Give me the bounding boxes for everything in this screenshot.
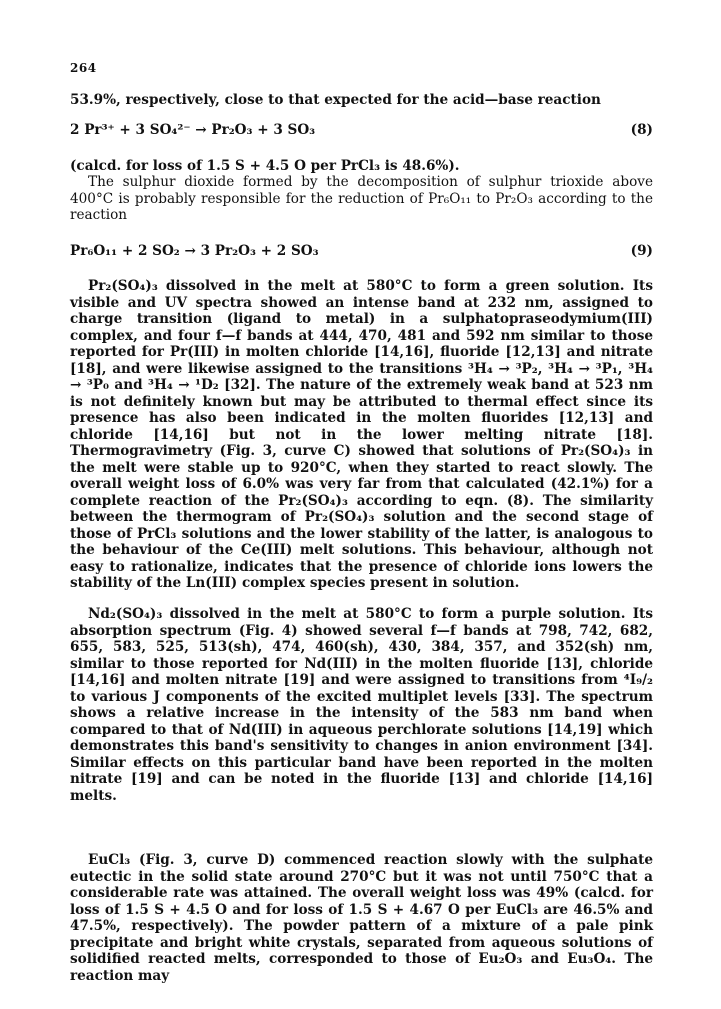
continuation-line: 53.9%, respectively, close to that expected for the acid—base reaction xyxy=(70,92,601,108)
page-number: 264 xyxy=(70,61,97,75)
equation-9-number: (9) xyxy=(630,243,653,259)
paragraph-pr2so4 xyxy=(70,278,653,592)
paragraph-sulphur-dioxide xyxy=(70,174,653,224)
paragraph-eucl3-text: EuCl₃ (Fig. 3, curve D) commenced reaction slowly with the sulphate eutectic in the solid state around 270°C but it was not until 750°C that a considerable rate was attained. The overall weight loss was 49% (calcd. for loss of 1.5 S + 4.5 O and for loss of 1.5 S + 4.67 O per EuCl₃ are 46.5% and 47.5%, respectively). The powder pattern of a mixture of a pale pink precipitate and bright white crystals, separated from aqueous solutions of solidified reacted melts, corresponded to those of Eu₂O₃ and Eu₃O₄. The reaction may xyxy=(70,852,653,984)
equation-9-expression: Pr₆O₁₁ + 2 SO₂ → 3 Pr₂O₃ + 2 SO₃ xyxy=(70,243,319,259)
equation-8-expression: 2 Pr³⁺ + 3 SO₄²⁻ → Pr₂O₃ + 3 SO₃ xyxy=(70,122,316,138)
paragraph-nd2so4 xyxy=(70,606,653,804)
paragraph-eucl3 xyxy=(70,852,653,984)
paragraph-sulphur-dioxide-text: The sulphur dioxide formed by the decomposition of sulphur trioxide above 400°C is probably responsible for the reduction of Pr₆O₁₁ to Pr₂O₃ according to the reaction xyxy=(70,174,653,223)
equation-8-number: (8) xyxy=(630,122,653,138)
paragraph-nd2so4-text: Nd₂(SO₄)₃ dissolved in the melt at 580°C to form a purple solution. Its absorption spectrum (Fig. 4) showed several f—f bands at 798, 742, 682, 655, 583, 525, 513(sh), 474, 460(sh), 430, 384, 357, and 352(sh) nm, similar to those reported for Nd(III) in the molten fluoride [13], chloride [14,16] and molten nitrate [19] and were assigned to transitions from ⁴I₉/₂ to various J components of the excited multiplet levels [33]. The spectrum shows a relative increase in the intensity of the 583 nm band when compared to that of Nd(III) in aqueous perchlorate solutions [14,19] which demonstrates this band's sensitivity to changes in anion environment [34]. Similar effects on this particular band have been reported in the molten nitrate [19] and can be noted in the fluoride [13] and chloride [14,16] melts. xyxy=(70,606,653,804)
paragraph-pr2so4-text: Pr₂(SO₄)₃ dissolved in the melt at 580°C to form a green solution. Its visible and UV spectra showed an intense band at 232 nm, assigned to charge transition (ligand to metal) in a sulphatopraseodymium(III) complex, and four f—f bands at 444, 470, 481 and 592 nm similar to those reported for Pr(III) in molten chloride [14,16], fluoride [12,13] and nitrate [18], and were likewise assigned to the transitions ³H₄ → ³P₂, ³H₄ → ³P₁, ³H₄ → ³P₀ and ³H₄ → ¹D₂ [32]. The nature of the extremely weak band at 523 nm is not definitely known but may be attributed to thermal effect since its presence has also been indicated in the molten fluorides [12,13] and chloride [14,16] but not in the lower melting nitrate [18]. Thermogravimetry (Fig. 3, curve C) showed that solutions of Pr₂(SO₄)₃ in the melt were stable up to 920°C, when they started to react slowly. The overall weight loss of 6.0% was very far from that calculated (42.1%) for a complete reaction of the Pr₂(SO₄)₃ according to eqn. (8). The similarity between the thermogram of Pr₂(SO₄)₃ solution and the second stage of those of PrCl₃ solutions and the lower stability of the latter, is analogous to the behaviour of the Ce(III) melt solutions. This behaviour, although not easy to rationalize, indicates that the presence of chloride ions lowers the stability of the Ln(III) complex species present in solution. xyxy=(70,278,653,591)
calc-note: (calcd. for loss of 1.5 S + 4.5 O per PrCl₃ is 48.6%). xyxy=(70,158,460,174)
